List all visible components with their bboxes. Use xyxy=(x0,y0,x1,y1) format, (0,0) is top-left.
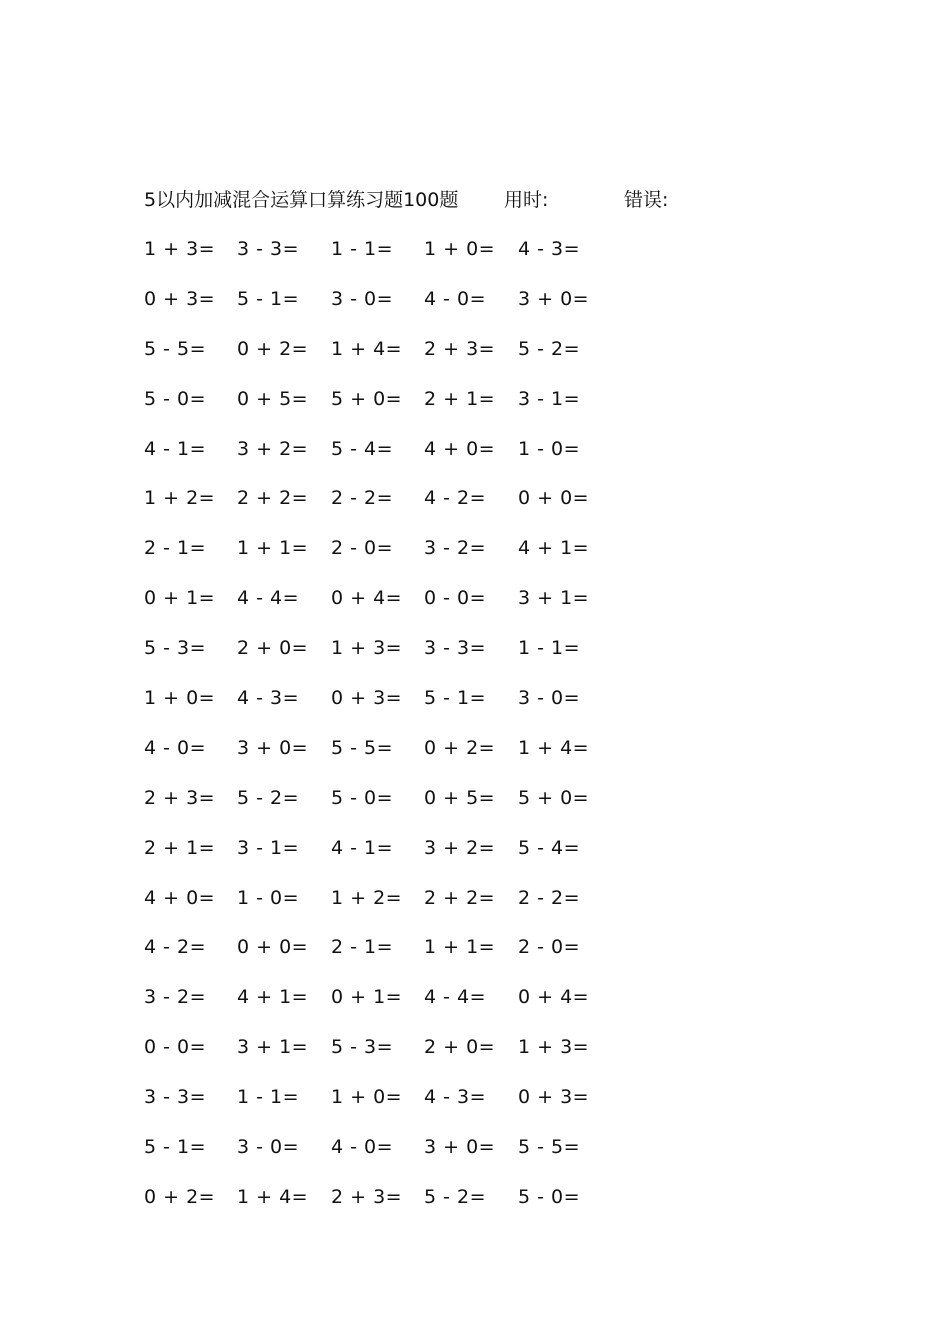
problem-row xyxy=(144,1082,644,1132)
problem-row xyxy=(144,783,644,833)
math-problem: 4 + 1= xyxy=(237,986,309,1009)
math-problem: 2 + 0= xyxy=(237,637,309,660)
worksheet-title: 5以内加减混合运算口算练习题100题 xyxy=(144,189,459,211)
math-problem: 5 - 0= xyxy=(518,1185,581,1208)
problem-row xyxy=(144,1032,644,1082)
math-problem: 4 - 2= xyxy=(144,936,207,959)
problem-row xyxy=(144,982,644,1032)
math-problem: 4 - 0= xyxy=(144,736,207,759)
math-problem: 0 + 0= xyxy=(518,487,590,510)
math-problem: 1 + 0= xyxy=(144,687,216,710)
math-problem: 1 - 0= xyxy=(237,886,300,909)
time-used-label: 用时: xyxy=(504,189,549,211)
math-problem: 0 + 3= xyxy=(518,1086,590,1109)
math-problem: 3 - 2= xyxy=(144,986,207,1009)
math-problem: 5 - 2= xyxy=(237,786,300,809)
math-problem: 5 + 0= xyxy=(331,387,403,410)
math-problem: 4 - 4= xyxy=(237,587,300,610)
math-problem: 0 + 2= xyxy=(424,736,496,759)
math-problem: 5 - 3= xyxy=(144,637,207,660)
math-problem: 3 + 1= xyxy=(518,587,590,610)
math-problem: 1 + 3= xyxy=(331,637,403,660)
math-problem: 5 - 1= xyxy=(424,687,487,710)
math-problem: 4 + 0= xyxy=(144,886,216,909)
math-problem: 0 + 5= xyxy=(237,387,309,410)
math-problem: 0 + 2= xyxy=(237,337,309,360)
math-problem: 1 + 4= xyxy=(237,1185,309,1208)
math-problem: 5 - 0= xyxy=(331,786,394,809)
math-problem: 3 + 2= xyxy=(237,437,309,460)
math-problem: 3 + 1= xyxy=(237,1036,309,1059)
problem-row xyxy=(144,683,644,733)
math-problem: 5 - 0= xyxy=(144,387,207,410)
error-count-label: 错误: xyxy=(624,189,669,211)
math-problem: 4 - 0= xyxy=(424,287,487,310)
math-problem: 2 - 2= xyxy=(331,487,394,510)
math-problem: 2 + 2= xyxy=(237,487,309,510)
problem-row xyxy=(144,833,644,883)
math-problem: 5 - 2= xyxy=(424,1185,487,1208)
problem-row xyxy=(144,284,644,334)
math-problem: 1 + 0= xyxy=(424,238,496,260)
math-problem: 4 + 1= xyxy=(518,537,590,560)
math-problem: 1 - 1= xyxy=(331,238,394,260)
math-problem: 0 + 2= xyxy=(144,1185,216,1208)
problem-row xyxy=(144,384,644,434)
math-problem: 4 - 0= xyxy=(331,1136,394,1159)
math-problem: 1 + 4= xyxy=(331,337,403,360)
math-problem: 1 - 1= xyxy=(518,637,581,660)
math-problem: 5 - 5= xyxy=(331,736,394,759)
problem-row xyxy=(144,583,644,633)
math-problem: 2 - 0= xyxy=(518,936,581,959)
math-problem: 5 - 4= xyxy=(331,437,394,460)
math-problem: 2 + 1= xyxy=(424,387,496,410)
math-problem: 2 + 3= xyxy=(424,337,496,360)
math-problem: 4 - 2= xyxy=(424,487,487,510)
problem-row xyxy=(144,733,644,783)
math-problem: 2 + 0= xyxy=(424,1036,496,1059)
math-problem: 1 + 2= xyxy=(331,886,403,909)
problem-row xyxy=(144,234,644,284)
problem-row xyxy=(144,633,644,683)
math-problem: 2 + 1= xyxy=(144,836,216,859)
math-problem: 3 + 0= xyxy=(518,287,590,310)
math-problem: 0 + 5= xyxy=(424,786,496,809)
math-problem: 1 + 3= xyxy=(144,238,216,260)
math-problem: 1 + 2= xyxy=(144,487,216,510)
math-problem: 4 - 1= xyxy=(144,437,207,460)
math-problem: 4 - 3= xyxy=(424,1086,487,1109)
math-problem: 3 - 1= xyxy=(518,387,581,410)
math-problem: 3 - 1= xyxy=(237,836,300,859)
math-problem: 0 + 1= xyxy=(144,587,216,610)
math-problem: 2 + 3= xyxy=(144,786,216,809)
math-problem: 4 - 3= xyxy=(518,238,581,260)
math-problem: 1 + 1= xyxy=(237,537,309,560)
math-problem: 5 - 1= xyxy=(144,1136,207,1159)
problem-row xyxy=(144,483,644,533)
math-problem: 5 - 3= xyxy=(331,1036,394,1059)
math-problem: 3 - 0= xyxy=(331,287,394,310)
math-problem: 2 - 2= xyxy=(518,886,581,909)
math-problem: 5 + 0= xyxy=(518,786,590,809)
math-problem: 5 - 4= xyxy=(518,836,581,859)
math-problem: 0 - 0= xyxy=(424,587,487,610)
math-problem: 0 + 3= xyxy=(144,287,216,310)
math-problem: 0 - 0= xyxy=(144,1036,207,1059)
math-problem: 3 + 0= xyxy=(237,736,309,759)
math-problem: 4 - 1= xyxy=(331,836,394,859)
problem-row xyxy=(144,334,644,384)
math-problem: 3 - 3= xyxy=(237,238,300,260)
math-problem: 3 - 2= xyxy=(424,537,487,560)
problem-row xyxy=(144,883,644,933)
math-problem: 4 - 3= xyxy=(237,687,300,710)
math-problem: 2 - 1= xyxy=(144,537,207,560)
math-problem: 3 + 0= xyxy=(424,1136,496,1159)
problem-row xyxy=(144,1132,644,1182)
math-problem: 1 + 0= xyxy=(331,1086,403,1109)
problem-row xyxy=(144,434,644,484)
math-problem: 1 + 4= xyxy=(518,736,590,759)
math-problem: 3 - 3= xyxy=(144,1086,207,1109)
math-problem: 5 - 5= xyxy=(518,1136,581,1159)
math-problem: 4 - 4= xyxy=(424,986,487,1009)
problem-row xyxy=(144,1182,644,1232)
problem-row xyxy=(144,932,644,982)
math-problem: 0 + 0= xyxy=(237,936,309,959)
math-problem: 5 - 1= xyxy=(237,287,300,310)
math-problem: 1 + 1= xyxy=(424,936,496,959)
math-problem: 1 - 0= xyxy=(518,437,581,460)
math-problem: 3 - 0= xyxy=(237,1136,300,1159)
math-problem: 4 + 0= xyxy=(424,437,496,460)
math-problem: 1 + 3= xyxy=(518,1036,590,1059)
math-problem: 0 + 4= xyxy=(518,986,590,1009)
math-problem: 0 + 1= xyxy=(331,986,403,1009)
math-problem: 1 - 1= xyxy=(237,1086,300,1109)
math-problem: 5 - 2= xyxy=(518,337,581,360)
math-problem: 0 + 4= xyxy=(331,587,403,610)
math-problem: 2 + 2= xyxy=(424,886,496,909)
math-problem: 5 - 5= xyxy=(144,337,207,360)
problem-grid xyxy=(144,234,644,1232)
math-problem: 3 - 3= xyxy=(424,637,487,660)
math-problem: 3 - 0= xyxy=(518,687,581,710)
math-problem: 2 - 0= xyxy=(331,537,394,560)
math-problem: 0 + 3= xyxy=(331,687,403,710)
math-problem: 3 + 2= xyxy=(424,836,496,859)
math-problem: 2 + 3= xyxy=(331,1185,403,1208)
math-problem: 2 - 1= xyxy=(331,936,394,959)
problem-row xyxy=(144,533,644,583)
